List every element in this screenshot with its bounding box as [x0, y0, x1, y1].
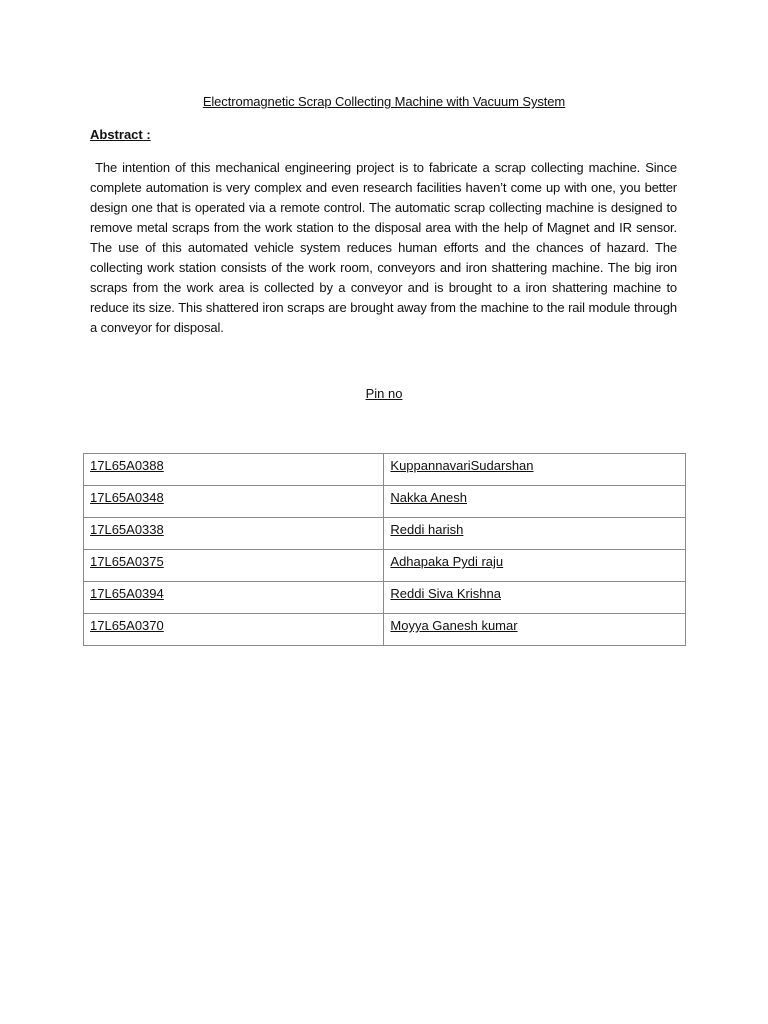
table-row	[84, 486, 686, 518]
pin-cell: 17L65A0394	[84, 582, 384, 614]
table-row	[84, 550, 686, 582]
table-row	[84, 582, 686, 614]
table-row	[84, 454, 686, 486]
pin-cell: 17L65A0388	[84, 454, 384, 486]
document-title: Electromagnetic Scrap Collecting Machine with Vacuum System	[202, 94, 566, 109]
pin-cell: 17L65A0338	[84, 518, 384, 550]
abstract-heading: Abstract :	[90, 127, 151, 142]
pin-cell: 17L65A0375	[84, 550, 384, 582]
student-roster-table	[83, 453, 686, 646]
name-cell: Adhapaka Pydi raju	[384, 550, 686, 582]
name-cell: Nakka Anesh	[384, 486, 686, 518]
pin-heading: Pin no	[365, 386, 403, 401]
abstract-text: The intention of this mechanical engineering project is to fabricate a scrap collecting machine. Since complete automation is very complex and even research facilities haven’t come up with one, you better design one that is operated via a remote control. The automatic scrap collecting machine is designed to remove metal scraps from the work station to the disposal area with the help of Magnet and IR sensor. The use of this automated vehicle system reduces human efforts and the chances of hazard. The collecting work station consists of the work room, conveyors and iron shattering machine. The big iron scraps from the work area is collected by a conveyor and is brought to a iron shattering machine to reduce its size. This shattered iron scraps are brought away from the machine to the rail module through a conveyor for disposal.	[90, 160, 677, 335]
table-row	[84, 518, 686, 550]
pin-cell: 17L65A0370	[84, 614, 384, 646]
name-cell: Reddi harish	[384, 518, 686, 550]
name-cell: Moyya Ganesh kumar	[384, 614, 686, 646]
abstract-paragraph	[90, 158, 677, 338]
name-cell: KuppannavariSudarshan	[384, 454, 686, 486]
table-row	[84, 614, 686, 646]
name-cell: Reddi Siva Krishna	[384, 582, 686, 614]
pin-cell: 17L65A0348	[84, 486, 384, 518]
